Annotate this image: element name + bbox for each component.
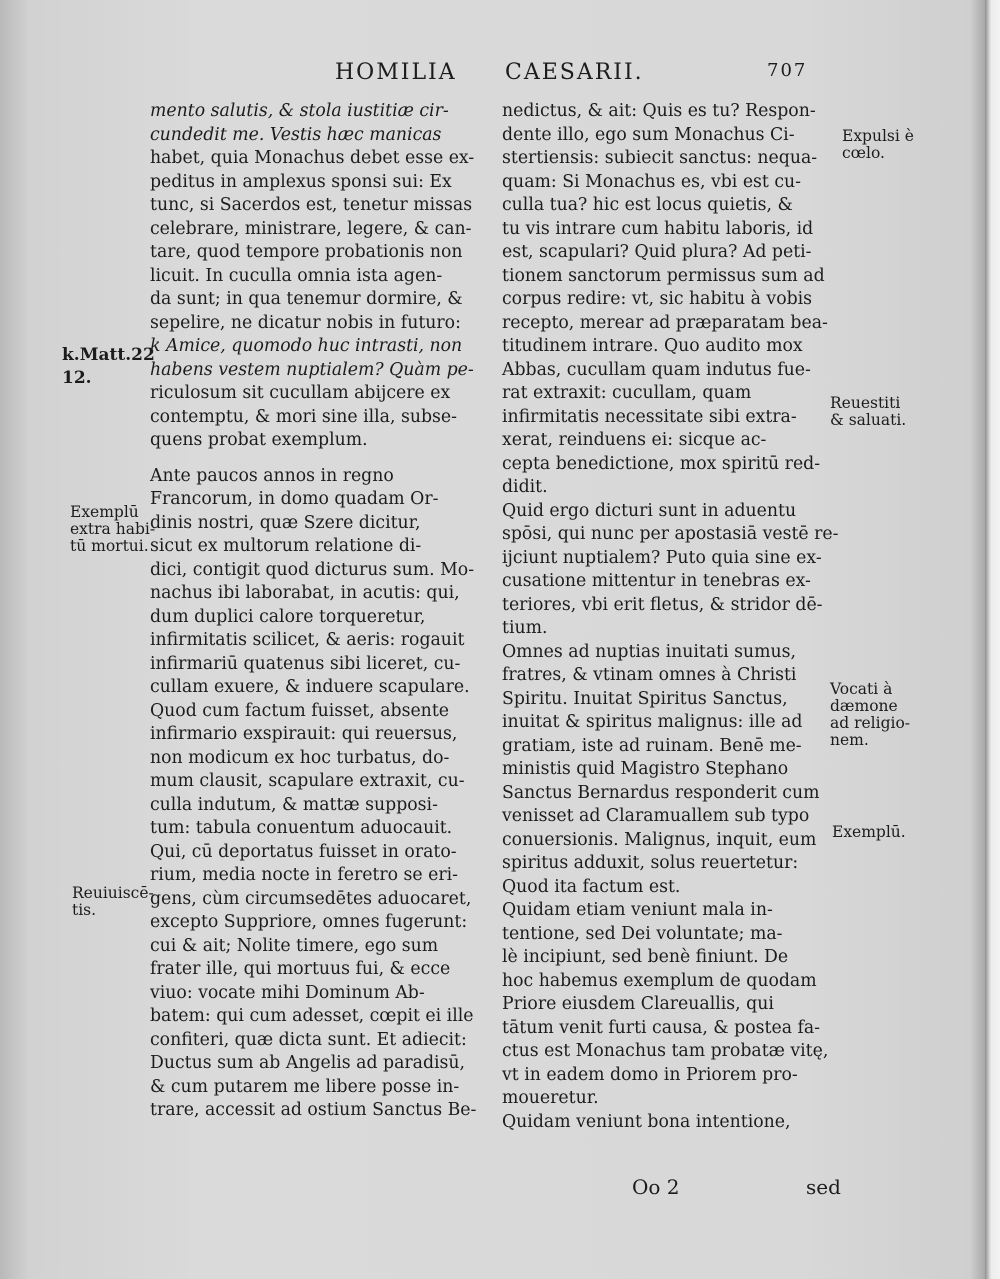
margin-note-exemplum-right <box>832 824 906 841</box>
text-line: Quod cum factum fuisset, absente <box>150 700 449 721</box>
text-line: vt in eadem domo in Priorem pro- <box>502 1064 798 1085</box>
margin-note-reuestiti <box>830 395 906 429</box>
text-line: Quid ergo dicturi sunt in aduentu <box>502 500 797 521</box>
text-line: rium, media nocte in feretro se eri- <box>150 865 458 885</box>
header-title-word1: HOMILIA <box>335 60 457 85</box>
text-line: cui & ait; Nolite timere, ego sum <box>150 935 439 956</box>
text-line: habens vestem nuptialem? Quàm pe- <box>150 359 474 380</box>
text-line: teriores, vbi erit fletus, & stridor dē- <box>502 594 823 615</box>
text-line: tu vis intrare cum habitu laboris, id <box>502 218 814 239</box>
margin-reference-matthew <box>62 347 155 387</box>
text-line: licuit. In cuculla omnia ista agen- <box>150 265 443 286</box>
text-line: conuersionis. Malignus, inquit, eum <box>502 829 817 850</box>
text-line: ministis quid Magistro Stephano <box>502 759 789 779</box>
text-line: hoc habemus exemplum de quodam <box>502 970 817 991</box>
signature-mark: Oo 2 <box>632 1175 680 1199</box>
text-line: cundedit me. Vestis hæc manicas <box>150 124 442 145</box>
margin-note-reuiuiscentis <box>72 885 154 919</box>
text-line: da sunt; in qua tenemur dormire, & <box>150 289 463 309</box>
text-line: habet, quia Monachus debet esse ex- <box>150 148 475 168</box>
text-line: k Amice, quomodo huc intrasti, non <box>150 336 463 356</box>
text-line: tunc, si Sacerdos est, tenetur missas <box>150 195 473 215</box>
text-line: cullam exuere, & induere scapulare. <box>150 677 470 697</box>
right-text-column <box>502 100 839 1134</box>
text-line: tātum venit furti causa, & postea fa- <box>502 1017 821 1038</box>
text-line: infirmario exspirauit: qui reuersus, <box>150 724 458 744</box>
text-line: titudinem intrare. Quo audito mox <box>502 336 803 356</box>
text-line: contemptu, & mori sine illa, subse- <box>150 406 457 427</box>
text-line: dici, contigit quod dicturus sum. Mo- <box>150 559 475 580</box>
text-line: corpus redire: vt, sic habitu à vobis <box>502 289 813 309</box>
text-line: Priore eiusdem Clareuallis, qui <box>502 994 774 1014</box>
text-line: Quod ita factum est. <box>502 876 681 897</box>
margin-note-line: nem. <box>830 731 869 749</box>
text-line: tare, quod tempore probationis non <box>150 242 463 262</box>
page-edge <box>985 0 1000 1279</box>
text-line: riculosum sit cucullam abijcere ex <box>150 383 451 403</box>
text-line: gratiam, iste ad ruinam. Benē me- <box>502 735 802 756</box>
text-line: gens, cùm circumsedētes aduocaret, <box>150 888 472 909</box>
text-line: Abbas, cucullam quam indutus fue- <box>502 359 811 380</box>
text-line: Spiritu. Inuitat Spiritus Sanctus, <box>502 688 788 709</box>
text-line: viuo: vocate mihi Dominum Ab- <box>150 982 425 1003</box>
margin-note-line: & saluati. <box>830 411 907 429</box>
text-line: lè incipiunt, sed benè finiunt. De <box>502 947 789 967</box>
text-line: didit. <box>502 477 548 497</box>
text-line: ijciunt nuptialem? Puto quia sine ex- <box>502 547 822 568</box>
text-line: spiritus adduxit, solus reuertetur: <box>502 853 799 873</box>
margin-reference-text: k.Matt.22 <box>62 345 155 365</box>
text-line: tionem sanctorum permissus sum ad <box>502 265 825 286</box>
text-line: fratres, & vtinam omnes à Christi <box>502 665 797 685</box>
running-header <box>335 60 825 90</box>
text-line: Ante paucos annos in regno <box>150 465 394 486</box>
text-line: est, scapulari? Quid plura? Ad peti- <box>502 242 812 262</box>
catchword: sed <box>806 1175 841 1199</box>
text-line: nedictus, & ait: Quis es tu? Respon- <box>502 101 816 121</box>
margin-note-line: Reuiuiscē- <box>72 884 154 902</box>
text-line: nachus ibi laborabat, in acutis: qui, <box>150 583 460 603</box>
text-line: culla tua? hic est locus quietis, & <box>502 195 793 215</box>
text-line: dente illo, ego sum Monachus Ci- <box>502 124 795 145</box>
text-line: mento salutis, & stola iustitiæ cir- <box>150 101 449 121</box>
text-line: infirmitatis scilicet, & aeris: rogauit <box>150 630 465 650</box>
text-line: batem: qui cum adesset, cœpit ei ille <box>150 1006 474 1026</box>
margin-reference-verse: 12. <box>62 368 92 388</box>
text-line: moueretur. <box>502 1088 599 1108</box>
text-line: Ductus sum ab Angelis ad paradisū, <box>150 1053 466 1073</box>
margin-note-line: ad religio- <box>830 714 911 732</box>
text-line: culla indutum, & mattæ supposi- <box>150 794 438 815</box>
margin-note-line: tis. <box>72 901 97 919</box>
text-line: excepto Suppriore, omnes fugerunt: <box>150 912 468 932</box>
text-line: trare, accessit ad ostium Sanctus Be- <box>150 1100 477 1120</box>
text-line: celebrare, ministrare, legere, & can- <box>150 218 472 239</box>
text-line: xerat, reinduens ei: sicque ac- <box>502 430 767 450</box>
text-line: venisset ad Claramuallem sub typo <box>502 806 810 826</box>
text-line: Quidam veniunt bona intentione, <box>502 1111 791 1132</box>
left-text-column <box>150 100 490 1123</box>
text-line: non modicum ex hoc turbatus, do- <box>150 747 450 768</box>
text-line: tentione, sed Dei voluntate; ma- <box>502 923 783 944</box>
text-line: quens probat exemplum. <box>150 430 368 450</box>
margin-note-line: Vocati à <box>830 680 893 698</box>
text-line: Sanctus Bernardus responderit cum <box>502 782 820 803</box>
text-line <box>150 453 490 465</box>
text-line: Quidam etiam veniunt mala in- <box>502 900 773 920</box>
text-line: inuitat & spiritus malignus: ille ad <box>502 712 803 732</box>
text-line: infirmitatis necessitate sibi extra- <box>502 406 797 427</box>
text-line: quam: Si Monachus es, vbi est cu- <box>502 171 801 192</box>
text-line: infirmariū quatenus sibi liceret, cu- <box>150 653 461 674</box>
text-line: tum: tabula conuentum aduocauit. <box>150 818 453 838</box>
margin-note-line: extra habi- <box>70 520 156 538</box>
text-line: ctus est Monachus tam probatæ vitę, <box>502 1041 829 1061</box>
margin-note-expulsi <box>842 128 914 162</box>
margin-note-line: tū mortui. <box>70 537 149 555</box>
margin-note-line: Exemplū <box>70 503 139 521</box>
text-line: cusatione mittentur in tenebras ex- <box>502 571 811 591</box>
text-line: spōsi, qui nunc per apostasiā vestē re- <box>502 524 839 544</box>
text-line: frater ille, qui mortuus fui, & ecce <box>150 959 451 979</box>
text-line: recepto, merear ad præparatam bea- <box>502 312 828 333</box>
margin-note-line: dæmone <box>830 697 898 715</box>
margin-note-line: Exemplū. <box>832 823 906 841</box>
text-line: dinis nostri, quæ Szere dicitur, <box>150 512 421 533</box>
text-line: & cum putarem me libere posse in- <box>150 1076 460 1097</box>
margin-note-vocati <box>830 681 910 749</box>
text-line: Qui, cū deportatus fuisset in orato- <box>150 841 457 862</box>
text-line: confiteri, quæ dicta sunt. Et adiecit: <box>150 1029 467 1050</box>
margin-note-line: Expulsi è <box>842 127 914 145</box>
text-line: Francorum, in domo quadam Or- <box>150 489 439 509</box>
text-line: dum duplici calore torqueretur, <box>150 606 426 627</box>
text-line: rat extraxit: cucullam, quam <box>502 383 752 403</box>
text-line: Omnes ad nuptias inuitati sumus, <box>502 641 796 662</box>
page-number: 707 <box>767 60 808 81</box>
text-line: peditus in amplexus sponsi sui: Ex <box>150 171 452 192</box>
margin-note-exemplum <box>70 504 155 555</box>
text-line: sepelire, ne dicatur nobis in futuro: <box>150 312 461 333</box>
header-title-word2: CAESARII. <box>505 60 644 85</box>
text-line: tium. <box>502 618 548 638</box>
margin-note-line: Reuestiti <box>830 394 901 412</box>
text-line: stertiensis: subiecit sanctus: nequa- <box>502 148 818 168</box>
margin-note-line: cœlo. <box>842 144 885 162</box>
text-line: cepta benedictione, mox spiritū red- <box>502 453 821 474</box>
text-line: mum clausit, scapulare extraxit, cu- <box>150 771 465 791</box>
text-line: sicut ex multorum relatione di- <box>150 536 422 556</box>
